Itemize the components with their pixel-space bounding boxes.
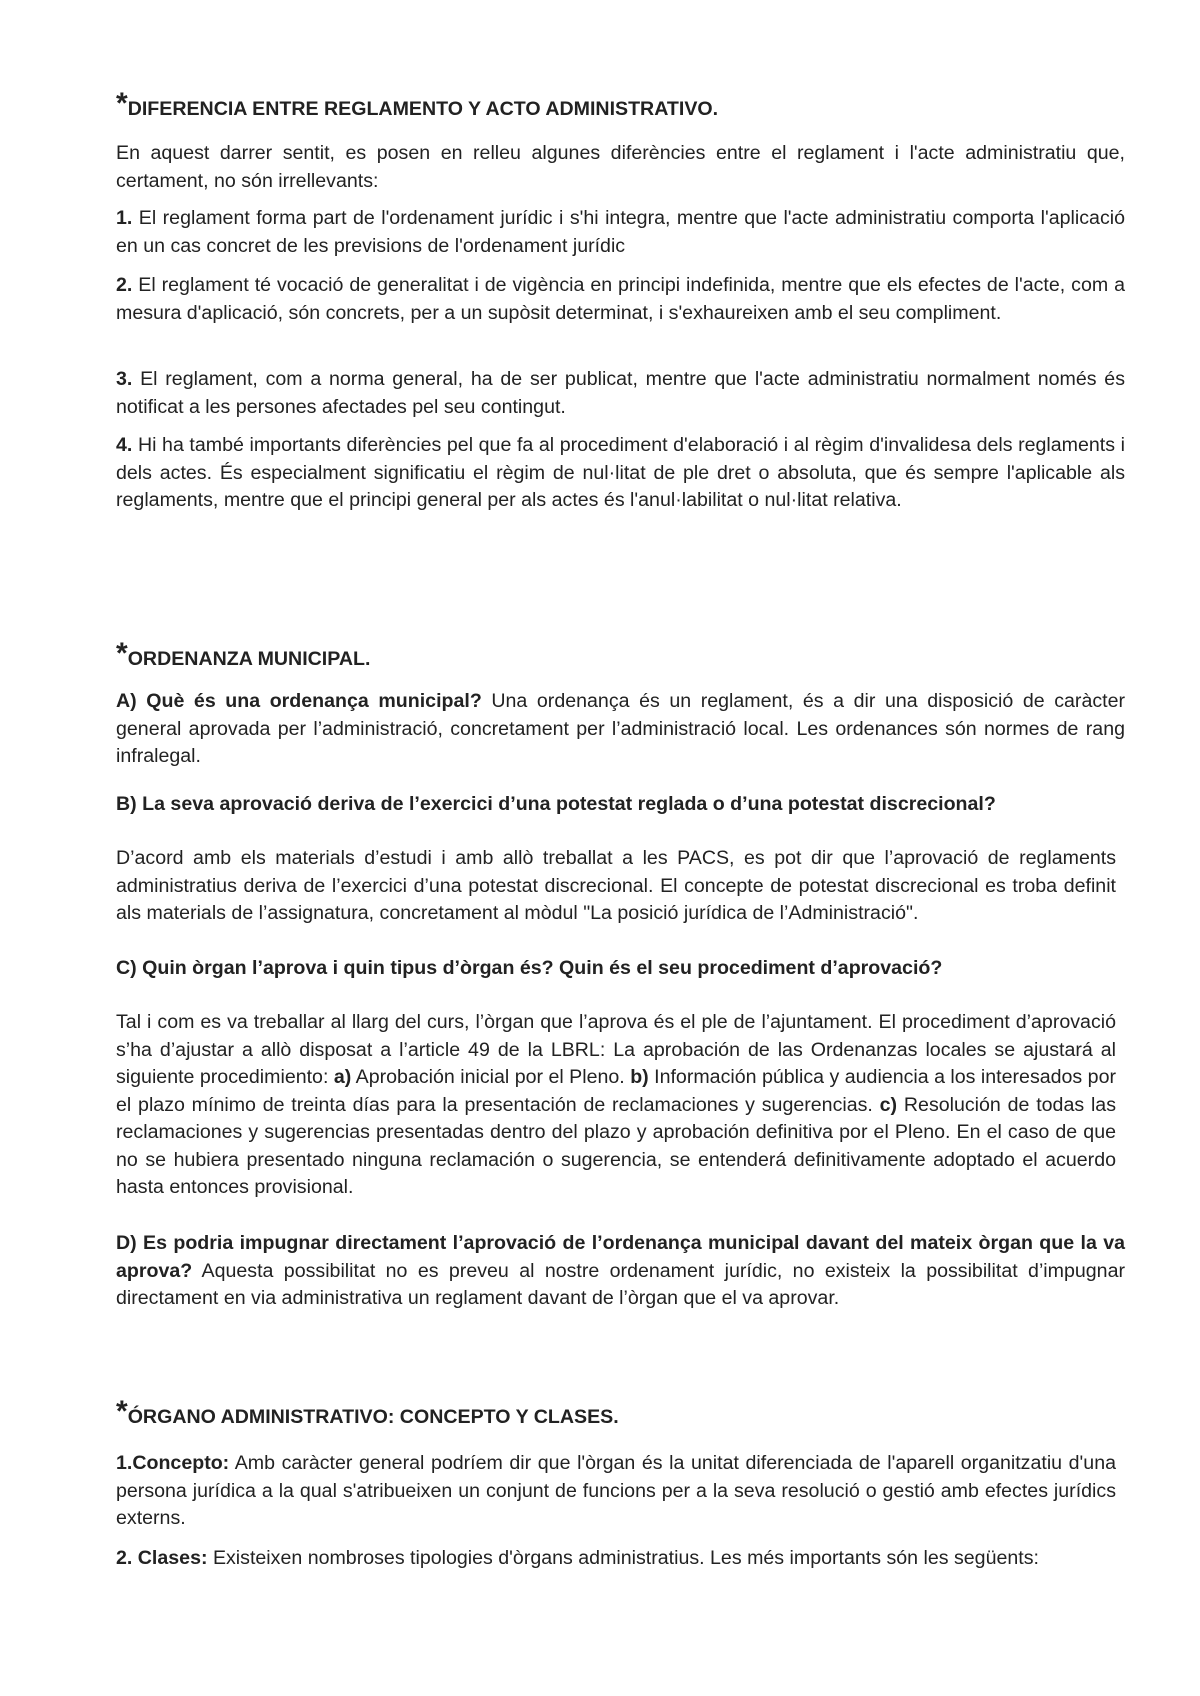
section-reglamento-acto: [116, 87, 1125, 124]
star-bullet: *: [116, 1395, 128, 1428]
list-marker: b): [630, 1066, 649, 1088]
star-bullet: *: [116, 637, 128, 670]
question-heading: A) Què és una ordenança municipal?: [116, 690, 482, 712]
answer-text: Información pública y audiencia a los interesados por el plazo mínimo de treinta días para la presentación de reclamaciones y sugerencias.: [116, 1066, 1116, 1116]
list-item: [116, 432, 1125, 515]
classes-text: Existeixen nombroses tipologies d'òrgans administratius. Les més importants són les següents:: [207, 1547, 1039, 1569]
section-title-text: ÓRGANO ADMINISTRATIVO: CONCEPTO Y CLASES.: [127, 1406, 619, 1428]
question-a: [116, 688, 1125, 771]
section-title: [116, 1395, 1125, 1432]
list-item: [116, 205, 1125, 260]
question-d: [116, 1230, 1125, 1313]
item-number: 4.: [116, 434, 133, 456]
answer-text: Aprobación inicial por el Pleno.: [351, 1066, 631, 1088]
answer-text: Aquesta possibilitat no es preveu al nostre ordenament jurídic, no existeix la possibilitat d’impugnar directament en via administrativa un reglament davant de l’òrgan que el va aprovar.: [116, 1259, 1125, 1309]
intro-paragraph: En aquest darrer sentit, es posen en relleu algunes diferències entre el reglament i l'acte administratiu que, certament, no són irrellevants:: [116, 142, 1125, 192]
item-text: El reglament, com a norma general, ha de ser publicat, mentre que l'acte administratiu normalment només és notificat a les persones afectades pel seu contingut.: [116, 368, 1125, 418]
item-text: Hi ha també importants diferències pel que fa al procediment d'elaboració i al règim d'invalidesa dels reglaments i dels actes. És especialment significatiu el règim de nul·litat de ple dret o absoluta, que és sempre l'aplicable als reglaments, mentre que el principi general per als actes és l'anul·labilitat o nul·litat relativa.: [116, 434, 1125, 511]
list-item: [116, 366, 1125, 421]
section-title-text: ORDENANZA MUNICIPAL.: [127, 648, 371, 670]
question-heading: D) Es podria impugnar directament l’aprovació de l’ordenança municipal davant del mateix òrgan que la va aprova?: [116, 1232, 1125, 1282]
concept-label: 1.Concepto:: [116, 1452, 230, 1474]
answer-c: [116, 1009, 1116, 1202]
item-number: 3.: [116, 368, 133, 390]
answer-text: Tal i com es va treballar al llarg del curs, l’òrgan que l’aprova és el ple de l’ajuntament. El procediment d’aprovació s’ha d’ajustar a allò disposat a l’article 49 de la LBRL: La aprobación de las Ordenanzas locales se ajustará al siguiente procedimiento:: [116, 1011, 1116, 1088]
concept-text: Amb caràcter general podríem dir que l'òrgan és la unitat diferenciada de l'aparell organitzatiu d'una persona jurídica a la qual s'atribueixen un conjunt de funcions per a la seva resolució o gestió amb efectes jurídics externs.: [116, 1452, 1116, 1529]
classes-paragraph: [116, 1545, 1116, 1573]
section-title-text: DIFERENCIA ENTRE REGLAMENTO Y ACTO ADMINISTRATIVO.: [127, 98, 719, 120]
question-c-heading: C) Quin òrgan l’aprova i quin tipus d’òrgan és? Quin és el seu procediment d’aprovació?: [116, 957, 943, 979]
answer-text: Una ordenança és un reglament, és a dir una disposició de caràcter general aprovada per l’administració, concretament per l’administració local. Les ordenances són normes de rang infralegal.: [116, 690, 1126, 767]
section-title: [116, 637, 1125, 674]
item-text: El reglament té vocació de generalitat i de vigència en principi indefinida, mentre que els efectes de l'acte, com a mesura d'aplicació, són concrets, per a un supòsit determinat, i s'exhaureixen amb el seu compliment.: [116, 274, 1125, 324]
list-item: [116, 272, 1125, 327]
item-text: El reglament forma part de l'ordenament jurídic i s'hi integra, mentre que l'acte administratiu comporta l'aplicació en un cas concret de les previsions de l'ordenament jurídic: [116, 207, 1125, 257]
question-b-heading: B) La seva aprovació deriva de l’exercici d’una potestat reglada o d’una potestat discrecional?: [116, 793, 996, 815]
classes-label: 2. Clases:: [116, 1547, 208, 1569]
concept-paragraph: [116, 1450, 1116, 1533]
item-number: 1.: [116, 207, 133, 229]
item-number: 2.: [116, 274, 133, 296]
section-title: [116, 87, 1125, 124]
answer-text: Resolución de todas las reclamaciones y sugerencias presentadas dentro del plazo y aprobación definitiva por el Pleno. En el caso de que no se hubiera presentado ninguna reclamación o sugerencia, se entenderá definitivamente adoptado el acuerdo hasta entonces provisional.: [116, 1093, 1116, 1198]
star-bullet: *: [116, 87, 128, 120]
list-marker: c): [879, 1093, 898, 1116]
list-marker: a): [333, 1066, 352, 1088]
answer-b: D’acord amb els materials d’estudi i amb allò treballat a les PACS, es pot dir que l’aprovació de reglaments administratius deriva de l’exercici d’una potestat discrecional. El concepte de potestat discrecional es troba definit als materials de l’assignatura, concretament al mòdul "La posició jurídica de l’Administració".: [116, 847, 1116, 924]
